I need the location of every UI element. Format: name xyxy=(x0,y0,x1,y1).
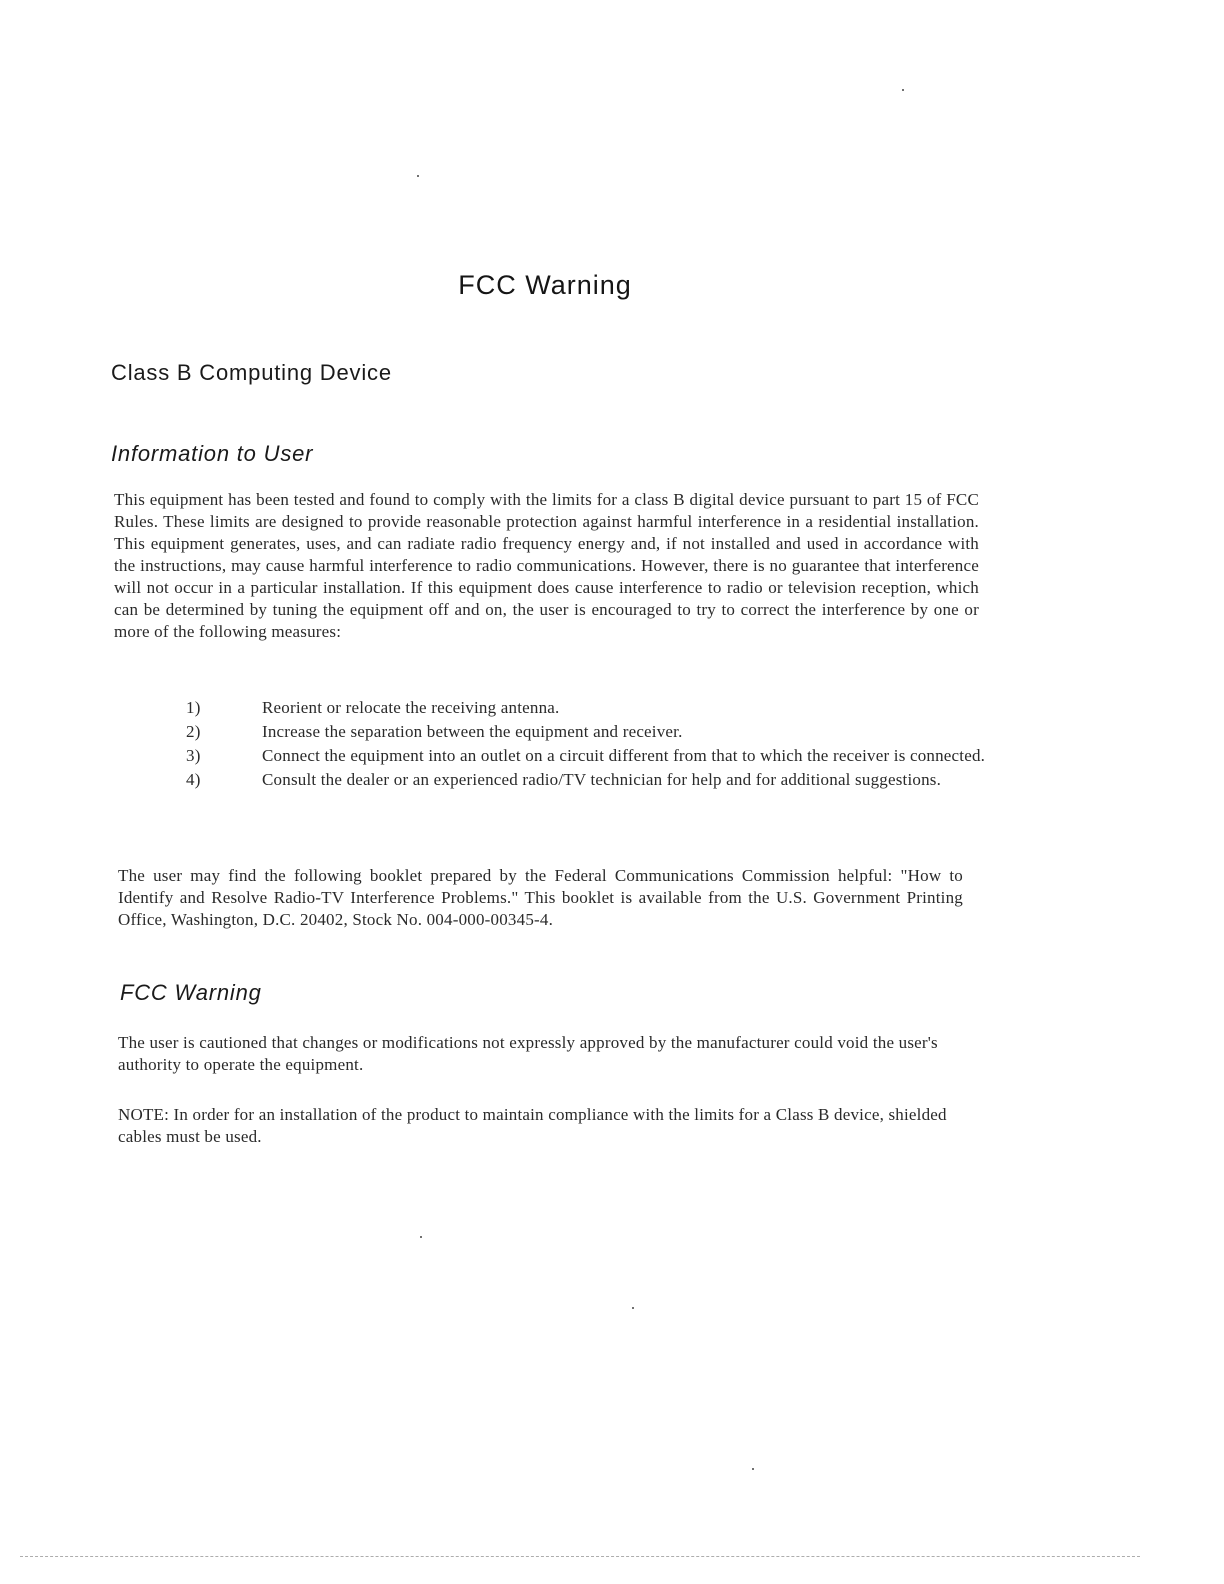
list-item-number: 3) xyxy=(186,746,201,765)
caution-paragraph: The user is cautioned that changes or modifications not expressly approved by the manufacturer could void the user's authority to operate the equipment. xyxy=(118,1033,938,1074)
list-item xyxy=(186,769,986,791)
scan-speck xyxy=(902,89,904,91)
list-item-number: 2) xyxy=(186,722,201,741)
scan-speck xyxy=(632,1307,634,1309)
note-paragraph: NOTE: In order for an installation of the product to maintain compliance with the limits for a Class B device, shielded cables must be used. xyxy=(118,1105,947,1146)
intro-paragraph: This equipment has been tested and found to comply with the limits for a class B digital device pursuant to part 15 of FCC Rules. These limits are designed to provide reasonable protection against harmful interference in a residential installation. This equipment generates, uses, and can radiate radio frequency energy and, if not installed and used in accordance with the instructions, may cause harmful interference to radio communications. However, there is no guarantee that interference will not occur in a particular installation. If this equipment does cause interference to radio or television reception, which can be determined by tuning the equipment off and on, the user is encouraged to try to correct the interference by one or more of the following measures: xyxy=(114,490,979,641)
section-heading-class-b: Class B Computing Device xyxy=(111,360,392,385)
list-item xyxy=(186,745,986,767)
scan-speck xyxy=(417,175,419,177)
list-item-number: 4) xyxy=(186,770,201,789)
booklet-paragraph: The user may find the following booklet prepared by the Federal Communications Commission helpful: "How to Identify and Resolve Radio-TV Interference Problems." This booklet is available from the U.S. Government Printing Office, Washington, D.C. 20402, Stock No. 004-000-00345-4. xyxy=(118,866,963,929)
list-item-text: Connect the equipment into an outlet on a circuit different from that to which the receiver is connected. xyxy=(262,746,986,765)
list-item xyxy=(186,697,986,719)
scan-edge-line xyxy=(20,1556,1140,1557)
page-title: FCC Warning xyxy=(458,270,632,300)
scan-speck xyxy=(420,1236,422,1238)
measures-list xyxy=(186,697,986,793)
list-item-text: Increase the separation between the equipment and receiver. xyxy=(262,722,683,741)
list-item xyxy=(186,721,986,743)
list-item-number: 1) xyxy=(186,698,201,717)
list-item-text: Reorient or relocate the receiving antenna. xyxy=(262,698,560,717)
subheading-information-to-user: Information to User xyxy=(111,441,314,466)
subheading-fcc-warning: FCC Warning xyxy=(120,980,262,1005)
scan-speck xyxy=(752,1468,754,1470)
list-item-text: Consult the dealer or an experienced radio/TV technician for help and for additional suggestions. xyxy=(262,770,942,789)
